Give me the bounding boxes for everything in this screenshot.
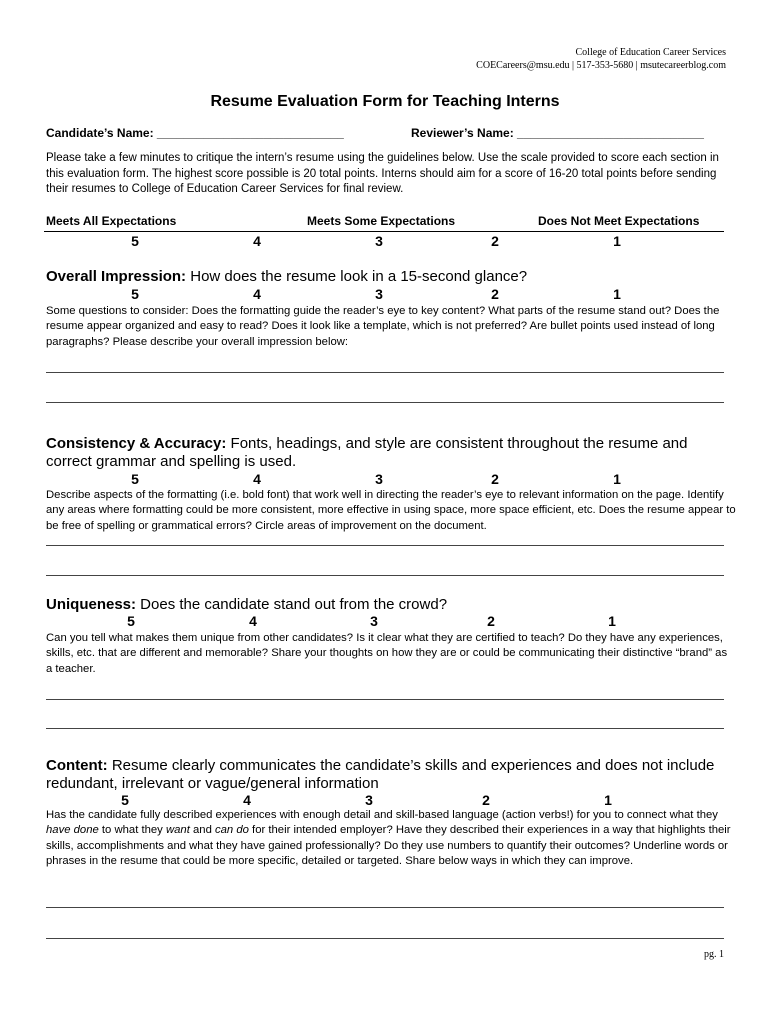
scale-rule — [44, 231, 724, 232]
section-heading-text: Does the candidate stand out from the crowd? — [136, 596, 448, 613]
prompt-emphasis: can do — [215, 824, 249, 837]
section-heading-bold: Content: — [46, 757, 108, 774]
answer-line[interactable] — [46, 575, 724, 576]
section-heading-bold: Uniqueness: — [46, 596, 137, 613]
section-prompt: Can you tell what makes them unique from other candidates? Is it clear what they are certified to teach? Do they have any experiences, skills, etc. that are different and memorable? Share your thoughts on how they are or could be communicating their distinctive “brand” as a teacher. — [46, 632, 728, 675]
score-option-5[interactable]: 5 — [131, 471, 139, 487]
section-prompt: Some questions to consider: Does the formatting guide the reader’s eye to key content? What parts of the resume stand out? Does the resume appear organized and easy to read? Does it look like a template, which is not preferred? Are bullet points used instead of long paragraphs? Please describe your overall impression below: — [46, 305, 720, 348]
score-option-1[interactable]: 1 — [613, 471, 621, 487]
scale-value: 3 — [375, 233, 383, 249]
section-prompt: Describe aspects of the formatting (i.e. bold font) that work well in directing the reader’s eye to relevant information on the page. Identify any areas where formatting could be more consistent, more effective in using space, more space efficient, etc. Does the resume appear to be free of spelling or grammatical errors? Circle areas of improvement on the document. — [46, 489, 736, 532]
page-number: pg. 1 — [704, 949, 724, 960]
score-option-2[interactable]: 2 — [487, 613, 495, 629]
score-option-2[interactable]: 2 — [482, 792, 490, 808]
score-option-1[interactable]: 1 — [613, 286, 621, 302]
score-option-4[interactable]: 4 — [253, 286, 261, 302]
score-option-4[interactable]: 4 — [243, 792, 251, 808]
score-option-5[interactable]: 5 — [127, 613, 135, 629]
score-option-3[interactable]: 3 — [375, 286, 383, 302]
score-option-3[interactable]: 3 — [365, 792, 373, 808]
scale-meets-some: Meets Some Expectations — [307, 214, 456, 228]
scale-does-not-meet: Does Not Meet Expectations — [538, 214, 700, 228]
prompt-text: to what they — [98, 824, 166, 837]
scale-value: 4 — [253, 233, 261, 249]
score-option-3[interactable]: 3 — [370, 613, 378, 629]
score-option-2[interactable]: 2 — [491, 286, 499, 302]
prompt-text: and — [189, 824, 215, 837]
answer-line[interactable] — [46, 699, 724, 700]
prompt-text: Has the candidate fully described experiences with enough detail and skill-based language (action verbs!) for you to connect what they — [46, 809, 718, 821]
score-option-1[interactable]: 1 — [608, 613, 616, 629]
scale-value: 1 — [613, 233, 621, 249]
section-heading-text: Resume clearly communicates the candidate’s skills and experiences and does not include redundant, irrelevant or vague/general information — [46, 757, 715, 792]
score-option-4[interactable]: 4 — [249, 613, 257, 629]
section-heading-content — [46, 757, 736, 793]
score-option-4[interactable]: 4 — [253, 471, 261, 487]
section-prompt — [46, 808, 736, 869]
score-option-1[interactable]: 1 — [604, 792, 612, 808]
page-title: Resume Evaluation Form for Teaching Interns — [210, 93, 560, 110]
score-option-5[interactable]: 5 — [121, 792, 129, 808]
scale-meets-all: Meets All Expectations — [46, 214, 177, 228]
answer-line[interactable] — [46, 372, 724, 373]
answer-line[interactable] — [46, 907, 724, 908]
intro-paragraph: Please take a few minutes to critique the intern’s resume using the guidelines below. Use the scale provided to score each section in this evaluation form. The highest score possible is 20 total points. Interns should aim for a score of 16-20 total points before sending their resumes to College of Education Career Services for final review. — [46, 152, 719, 195]
section-heading-uniqueness — [46, 596, 736, 614]
office-contact: COECareers@msu.edu | 517-353-5680 | msutecareerblog.com — [476, 60, 726, 71]
prompt-emphasis: have done — [46, 824, 99, 837]
reviewer-name-field[interactable]: Reviewer’s Name: ____________________________ — [411, 126, 704, 140]
score-option-2[interactable]: 2 — [491, 471, 499, 487]
section-heading-bold: Overall Impression: — [46, 268, 187, 285]
score-option-3[interactable]: 3 — [375, 471, 383, 487]
answer-line[interactable] — [46, 938, 724, 939]
score-option-5[interactable]: 5 — [131, 286, 139, 302]
prompt-text: for their intended employer? Have they described their experiences in a way that highlights their skills, accomplishments and what they have gained professionally? Do they use numbers to quantify their outcomes? Underline words or phrases in the resume that could be more specific, detailed or targeted. Share below ways in which they can improve. — [46, 824, 731, 867]
section-heading-overall-impression — [46, 268, 736, 286]
answer-line[interactable] — [46, 728, 724, 729]
section-heading-text: Fonts, headings, and style are consistent throughout the resume and correct grammar and spelling is used. — [46, 435, 688, 470]
answer-line[interactable] — [46, 402, 724, 403]
section-heading-bold: Consistency & Accuracy: — [46, 435, 227, 452]
scale-value: 5 — [131, 233, 139, 249]
section-heading-consistency-accuracy — [46, 435, 736, 471]
scale-value: 2 — [491, 233, 499, 249]
candidate-name-field[interactable]: Candidate’s Name: ____________________________ — [46, 126, 344, 140]
prompt-emphasis: want — [165, 824, 190, 837]
office-name: College of Education Career Services — [575, 47, 726, 58]
answer-line[interactable] — [46, 545, 724, 546]
section-heading-text: How does the resume look in a 15-second glance? — [186, 268, 528, 285]
